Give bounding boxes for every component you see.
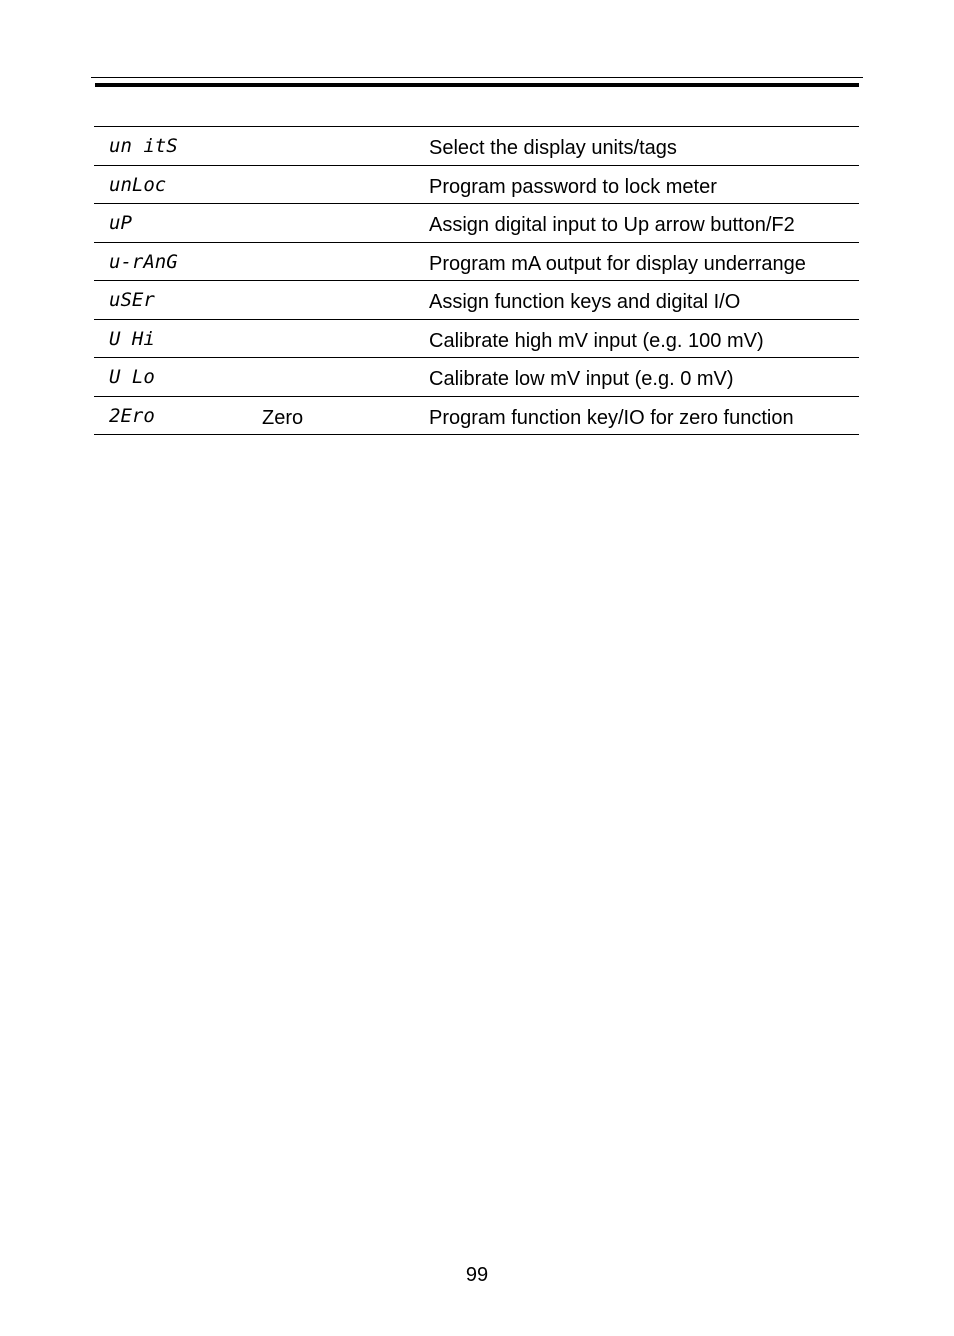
table-row [94,127,859,166]
table-row [94,166,859,205]
display-code: U Hi [109,327,155,350]
table-row [94,358,859,397]
description: Select the display units/tags [429,137,677,159]
table-row [94,204,859,243]
display-code: U Lo [109,366,155,388]
display-code: unLoc [109,173,167,196]
description: Calibrate low mV input (e.g. 0 mV) [429,368,734,390]
description: Calibrate high mV input (e.g. 100 mV) [429,329,764,352]
table-row [94,320,859,359]
table-row [94,243,859,282]
term: Zero [262,406,304,429]
glossary-table [94,126,859,435]
description: Program password to lock meter [429,175,717,198]
description: Assign function keys and digital I/O [429,291,741,313]
page-number: 99 [465,1264,489,1286]
description: Assign digital input to Up arrow button/F2 [429,214,795,236]
display-code: u-rAnG [109,250,178,273]
display-code: 2Ero [109,404,155,427]
description: Program mA output for display underrange [429,252,806,275]
table-row [94,281,859,320]
header-rule-thick [95,83,859,87]
display-code: un itS [109,135,178,157]
header-rule-thin [91,77,863,78]
display-code: uSEr [109,289,155,311]
table-row [94,397,859,436]
display-code: uP [109,212,132,234]
description: Program function key/IO for zero function [429,406,794,429]
